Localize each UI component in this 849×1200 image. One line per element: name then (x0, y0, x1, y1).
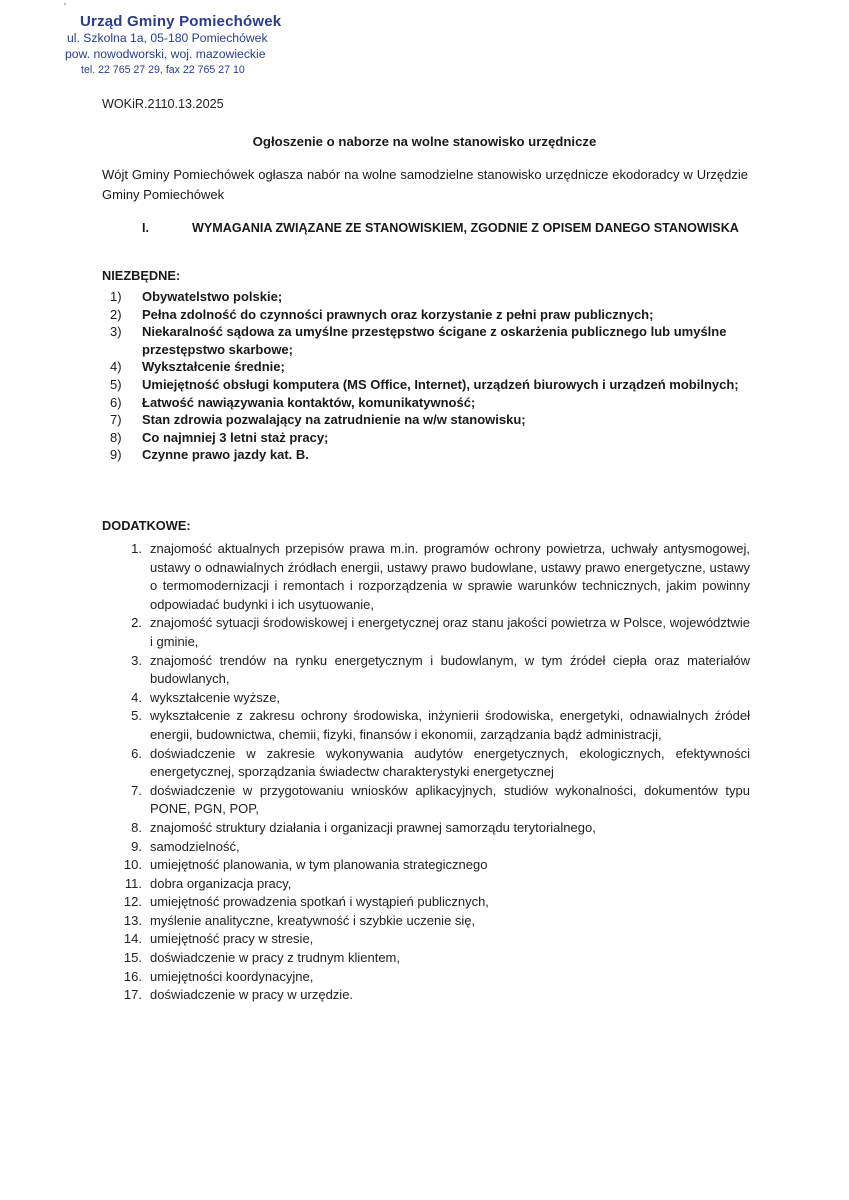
item-text: Pełna zdolność do czynności prawnych oraz korzystanie z pełni praw publicznych; (142, 306, 654, 322)
item-number: 7) (110, 412, 122, 428)
item-text: Stan zdrowia pozwalający na zatrudnienie na w/w stanowisku; (142, 412, 526, 428)
item-number: 15. (123, 950, 142, 966)
list-item (102, 652, 750, 689)
additional-heading: DODATKOWE: (102, 518, 191, 533)
item-number: 3) (110, 324, 122, 340)
office-phone-line: tel. 22 765 27 29, fax 22 765 27 10 (81, 64, 245, 76)
intro-paragraph: Wójt Gminy Pomiechówek ogłasza nabór na wolne samodzielne stanowisko urzędnicze ekodoradcy w Urzędzie Gminy Pomiechówek (102, 167, 748, 202)
item-number: 11. (124, 875, 142, 891)
list-item (102, 930, 750, 949)
document-title: Ogłoszenie o naborze na wolne stanowisko urzędnicze (252, 134, 597, 149)
section-number: I. (142, 221, 149, 235)
list-item (102, 745, 750, 782)
list-item (102, 411, 750, 429)
list-item (102, 968, 750, 987)
required-list (102, 288, 750, 464)
list-item (102, 875, 750, 894)
item-text: dobra organizacja pracy, (150, 875, 292, 891)
item-number: 8. (131, 819, 142, 835)
list-item (102, 707, 750, 744)
office-address-line1: ul. Szkolna 1a, 05-180 Pomiechówek (67, 31, 268, 45)
item-text: samodzielność, (150, 838, 240, 854)
item-text: doświadczenie w pracy z trudnym klientem, (150, 950, 400, 966)
item-number: 6) (110, 394, 122, 410)
list-item (102, 358, 750, 376)
section-title: WYMAGANIA ZWIĄZANE ZE STANOWISKIEM, ZGODNIE Z OPISEM DANEGO STANOWISKA (192, 221, 739, 235)
item-text: wykształcenie wyższe, (150, 689, 281, 705)
list-item (102, 689, 750, 708)
list-item (102, 446, 750, 464)
item-text: umiejętność pracy w stresie, (150, 931, 314, 947)
list-item (102, 429, 750, 447)
item-text: umiejętność prowadzenia spotkań i wystąpień publicznych, (150, 894, 489, 910)
item-text: doświadczenie w pracy w urzędzie. (150, 987, 354, 1003)
list-item (102, 949, 750, 968)
list-item (102, 893, 750, 912)
office-name: Urząd Gminy Pomiechówek (80, 13, 282, 30)
item-number: 4) (110, 359, 122, 375)
item-number: 17. (123, 987, 142, 1003)
item-text: znajomość sytuacji środowiskowej i energetycznej oraz stanu jakości powietrza w Polsce, województwie i gminie, (150, 615, 750, 649)
item-number: 12. (123, 894, 142, 910)
item-number: 6. (131, 745, 142, 761)
item-number: 4. (131, 689, 142, 705)
item-number: 2. (131, 615, 142, 631)
office-address-line2: pow. nowodworski, woj. mazowieckie (65, 47, 266, 61)
item-number: 3. (131, 652, 142, 668)
item-number: 9) (110, 447, 122, 463)
item-text: znajomość aktualnych przepisów prawa m.in. programów ochrony powietrza, uchwały antysmogowej, ustawy o odnawialnych źródłach energii, ustawy prawo budowlane, ustawy prawo energetyczne, ustawy o termomodernizacji i remontach i rozporządzenia w sprawie warunków technicznych, jakim powinny odpowiadać budynki i ich usytuowanie, (150, 541, 750, 612)
item-text: myślenie analityczne, kreatywność i szybkie uczenie się, (150, 912, 476, 928)
item-text: Umiejętność obsługi komputera (MS Office, Internet), urządzeń biurowych i urządzeń mobilnych; (142, 376, 739, 392)
item-text: znajomość struktury działania i organizacji prawnej samorządu terytorialnego, (150, 819, 596, 835)
item-number: 14. (123, 931, 142, 947)
section-heading (142, 219, 748, 237)
item-number: 13. (123, 912, 142, 928)
list-item (102, 394, 750, 412)
item-text: doświadczenie w zakresie wykonywania audytów energetycznych, ekologicznych, efektywności energetycznej, sporządzania świadectw charakterystyki energetycznej (150, 745, 750, 780)
item-number: 8) (110, 429, 122, 445)
item-number: 1) (110, 289, 122, 304)
list-item (102, 986, 750, 1005)
additional-list (102, 540, 750, 1005)
item-number: 1. (131, 541, 142, 556)
list-item (102, 323, 750, 358)
list-item (102, 306, 750, 324)
item-text: Wykształcenie średnie; (142, 359, 285, 375)
list-item (102, 614, 750, 651)
item-text: znajomość trendów na rynku energetycznym i budowlanym, w tym źródeł ciepła oraz materiałów budowlanych, (150, 652, 750, 687)
item-number: 7. (131, 782, 142, 798)
item-text: Łatwość nawiązywania kontaktów, komunikatywność; (142, 394, 476, 410)
item-number: 10. (123, 857, 142, 873)
item-number: 5. (131, 708, 142, 724)
required-heading: NIEZBĘDNE: (102, 268, 181, 283)
list-item (102, 856, 750, 875)
item-text: Obywatelstwo polskie; (142, 289, 283, 304)
item-text: doświadczenie w przygotowaniu wniosków aplikacyjnych, studiów wykonalności, dokumentów typu PONE, PGN, POP, (150, 782, 750, 817)
item-number: 2) (110, 306, 122, 322)
list-item (102, 912, 750, 931)
reference-number: WOKiR.2110.13.2025 (102, 97, 224, 111)
list-item (102, 288, 750, 306)
item-text: Czynne prawo jazdy kat. B. (142, 447, 309, 463)
office-stamp (66, 14, 281, 78)
scan-mark: ' (64, 2, 66, 13)
item-text: Co najmniej 3 letni staż pracy; (142, 429, 329, 445)
list-item (102, 819, 750, 838)
item-text: umiejętności koordynacyjne, (150, 968, 314, 984)
list-item (102, 540, 750, 614)
item-text: wykształcenie z zakresu ochrony środowiska, inżynierii środowiska, energetyki, odnawialnych źródeł energii, budownictwa, chemii, fizyki, finansów i ekonomii, zarządzania bądź administracji, (150, 708, 750, 742)
item-number: 5) (110, 376, 122, 392)
item-number: 9. (131, 838, 142, 854)
item-number: 16. (123, 968, 142, 984)
list-item (102, 782, 750, 819)
item-text: Niekaralność sądowa za umyślne przestępstwo ścigane z oskarżenia publicznego lub umyślne przestępstwo skarbowe; (142, 324, 727, 357)
list-item (102, 838, 750, 857)
item-text: umiejętność planowania, w tym planowania strategicznego (150, 857, 488, 873)
list-item (102, 376, 750, 394)
